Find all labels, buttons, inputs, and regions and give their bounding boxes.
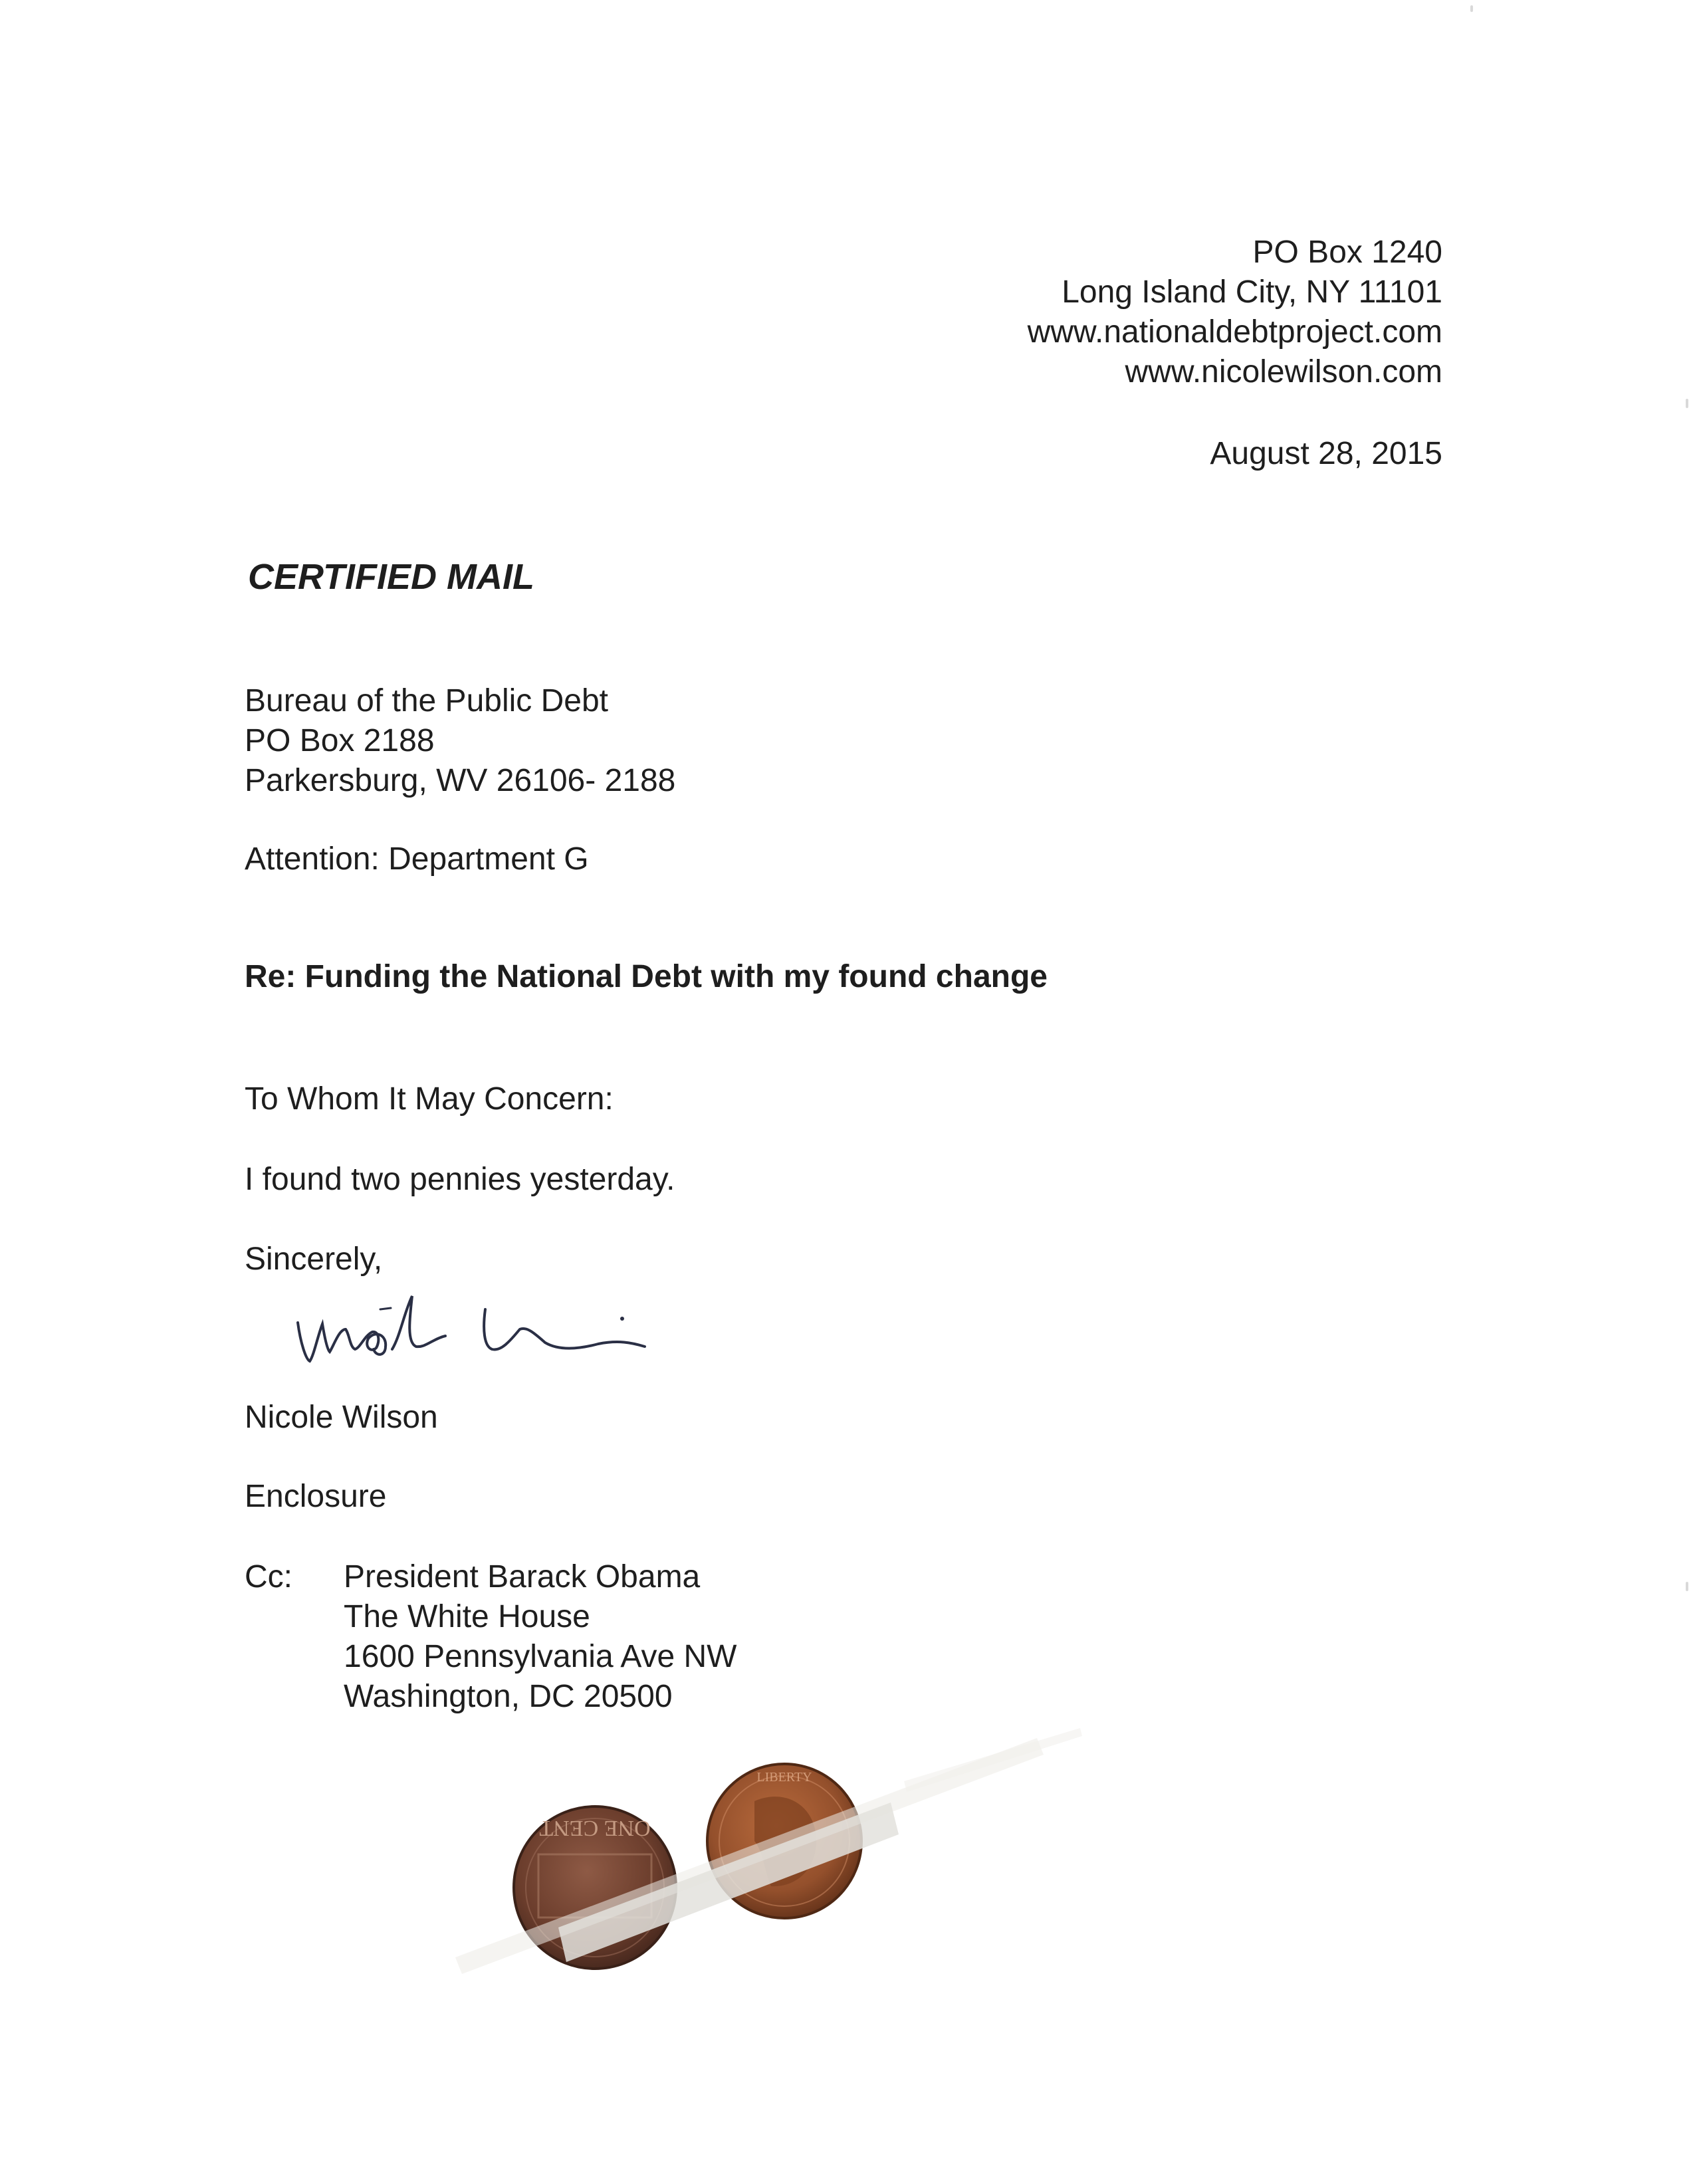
recipient-address-line: PO Box 2188 [245, 723, 435, 758]
salutation: To Whom It May Concern: [245, 1081, 614, 1117]
return-address [844, 233, 1442, 392]
return-address-line: PO Box 1240 [1252, 235, 1442, 270]
signer-name: Nicole Wilson [245, 1400, 438, 1435]
recipient-address [245, 681, 675, 801]
mail-type-heading: CERTIFIED MAIL [248, 557, 534, 597]
scan-speck [1686, 1582, 1688, 1591]
recipient-address-line: Bureau of the Public Debt [245, 683, 609, 718]
scan-speck [1470, 5, 1473, 12]
cc-address-line: Washington, DC 20500 [344, 1679, 673, 1714]
return-address-website-link: www.nicolewilson.com [1125, 354, 1442, 389]
scan-speck [1686, 399, 1688, 408]
cc-address-line: 1600 Pennsylvania Ave NW [344, 1639, 737, 1674]
letter-date: August 28, 2015 [1210, 436, 1442, 471]
cc-label: Cc: [245, 1559, 292, 1594]
cc-address-line: President Barack Obama [344, 1559, 701, 1594]
taped-pennies-image [452, 1728, 1083, 2007]
cc-address-line: The White House [344, 1599, 590, 1634]
letter-body: I found two pennies yesterday. [245, 1162, 675, 1197]
closing: Sincerely, [245, 1242, 383, 1277]
signature-image [286, 1283, 698, 1369]
return-address-website-link: www.nationaldebtproject.com [1027, 314, 1442, 350]
subject-line: Re: Funding the National Debt with my found change [245, 959, 1048, 994]
recipient-address-line: Parkersburg, WV 26106- 2188 [245, 763, 676, 798]
enclosure-note: Enclosure [245, 1479, 387, 1514]
penny-right-inscription: LIBERTY [756, 1770, 812, 1785]
cc-address [344, 1557, 736, 1717]
attention-line: Attention: Department G [245, 841, 589, 877]
penny-left-inscription: ONE CENT [539, 1816, 651, 1840]
return-address-line: Long Island City, NY 11101 [1062, 274, 1442, 310]
